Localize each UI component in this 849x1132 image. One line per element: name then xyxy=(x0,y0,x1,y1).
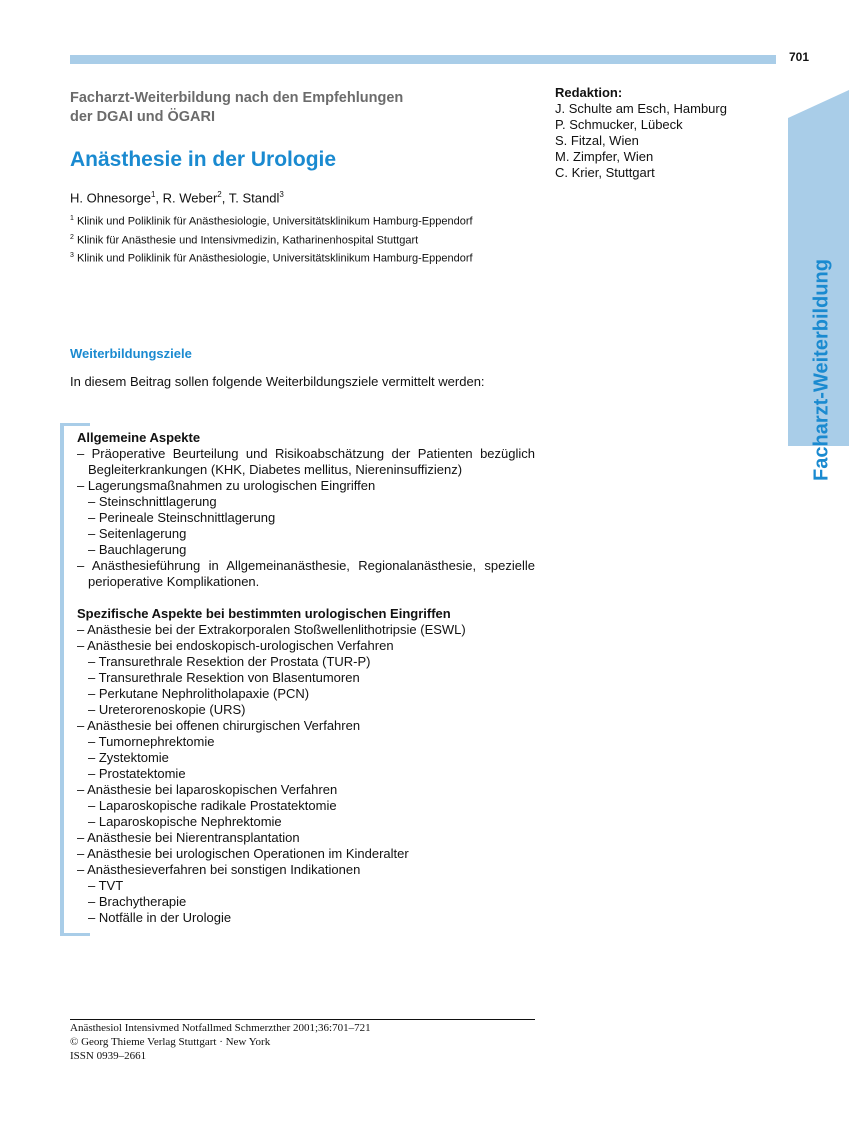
series-heading xyxy=(70,89,403,127)
copyright-line: © Georg Thieme Verlag Stuttgart · New York xyxy=(70,1036,271,1048)
objective-subitem: – Laparoskopische radikale Prostatektomie xyxy=(88,798,337,813)
author-separator: , xyxy=(221,190,229,206)
footer-rule xyxy=(70,1019,535,1020)
objective-subitem: – Tumornephrektomie xyxy=(88,734,215,749)
affiliation-mark: 1 xyxy=(70,215,74,222)
section-heading: Weiterbildungsziele xyxy=(70,346,192,361)
objectives-box-rule-top xyxy=(60,423,90,426)
objectives-subheading: Spezifische Aspekte bei bestimmten urologischen Eingriffen xyxy=(77,606,451,621)
citation-footer xyxy=(70,1021,371,1063)
objective-item: – Anästhesieführung in Allgemeinanästhesie, Regionalanästhesie, spezielle perioperative Komplikationen. xyxy=(77,558,535,589)
objective-subitem: – Transurethrale Resektion von Blasentumoren xyxy=(88,670,360,685)
objective-item: – Präoperative Beurteilung und Risikoabschätzung der Patienten bezüglich Begleiterkrankungen (KHK, Diabetes mellitus, Niereninsuffizienz) xyxy=(77,446,535,477)
objective-item: – Anästhesie bei offenen chirurgischen Verfahren xyxy=(77,718,361,733)
objective-subitem: – Laparoskopische Nephrektomie xyxy=(88,814,282,829)
editorial-board xyxy=(555,85,727,181)
objective-subitem: – Perkutane Nephrolitholapaxie (PCN) xyxy=(88,686,310,701)
editor-name: P. Schmucker, Lübeck xyxy=(555,117,683,132)
affiliation-item xyxy=(70,230,473,249)
objectives-spacer xyxy=(77,590,535,606)
author-separator: , xyxy=(155,190,163,206)
author-affil-mark: 1 xyxy=(150,190,156,199)
objective-subitem: – Brachytherapie xyxy=(88,894,187,909)
objectives-subheading: Allgemeine Aspekte xyxy=(77,430,201,445)
issn-line: ISSN 0939–2661 xyxy=(70,1050,147,1062)
series-line-1: Facharzt-Weiterbildung nach den Empfehlungen xyxy=(70,90,404,106)
objective-item: – Anästhesie bei endoskopisch-urologischen Verfahren xyxy=(77,638,394,653)
affiliation-text: Klinik und Poliklinik für Anästhesiologie, Universitätsklinikum Hamburg-Eppendorf xyxy=(73,215,473,228)
author-affil-mark: 2 xyxy=(217,190,222,199)
objective-item: – Lagerungsmaßnahmen zu urologischen Eingriffen xyxy=(77,478,376,493)
objective-subitem: – Steinschnittlagerung xyxy=(88,494,217,509)
objective-subitem: – TVT xyxy=(88,878,124,893)
editor-name: M. Zimpfer, Wien xyxy=(555,149,654,164)
objective-subitem: – Transurethrale Resektion der Prostata (TUR-P) xyxy=(88,654,371,669)
article-title: Anästhesie in der Urologie xyxy=(70,148,337,171)
page-number: 701 xyxy=(789,50,810,64)
series-line-2: der DGAI und ÖGARI xyxy=(70,109,215,125)
author-name: R. Weber xyxy=(162,190,218,206)
affiliation-mark: 3 xyxy=(70,252,74,260)
objectives-box-rule xyxy=(60,423,64,936)
objective-subitem: – Prostatektomie xyxy=(88,766,186,781)
header-rule-bar xyxy=(70,55,776,64)
objective-item: – Anästhesie bei urologischen Operationen im Kinderalter xyxy=(77,846,409,861)
objective-item: – Anästhesie bei der Extrakorporalen Stoßwellenlithotripsie (ESWL) xyxy=(77,622,466,637)
objective-subitem: – Ureterorenoskopie (URS) xyxy=(88,702,246,717)
intro-paragraph: In diesem Beitrag sollen folgende Weiterbildungsziele vermittelt werden: xyxy=(70,374,485,389)
author-list xyxy=(70,190,284,205)
editor-name: C. Krier, Stuttgart xyxy=(555,165,655,180)
affiliation-item xyxy=(70,211,473,230)
affiliation-text: Klinik für Anästhesie und Intensivmedizin, Katharinenhospital Stuttgart xyxy=(73,234,419,247)
side-tab-label: Facharzt-Weiterbildung xyxy=(810,259,833,481)
author-name: T. Standl xyxy=(228,190,280,206)
objective-subitem: – Perineale Steinschnittlagerung xyxy=(88,510,276,525)
objective-item: – Anästhesie bei laparoskopischen Verfahren xyxy=(77,782,338,797)
objectives-box xyxy=(77,430,535,926)
citation-line: Anästhesiol Intensivmed Notfallmed Schmerzther 2001;36:701–721 xyxy=(70,1022,371,1034)
objectives-box-rule-bottom xyxy=(60,933,90,936)
editor-name: J. Schulte am Esch, Hamburg xyxy=(555,101,727,116)
editorial-heading: Redaktion: xyxy=(555,85,623,100)
affiliation-list xyxy=(70,211,473,267)
objective-item: – Anästhesie bei Nierentransplantation xyxy=(77,830,300,845)
objective-subitem: – Bauchlagerung xyxy=(88,542,187,557)
affiliation-text: Klinik und Poliklinik für Anästhesiologie, Universitätsklinikum Hamburg-Eppendorf xyxy=(73,252,473,265)
objective-subitem: – Zystektomie xyxy=(88,750,169,765)
editor-name: S. Fitzal, Wien xyxy=(555,133,639,148)
objective-subitem: – Seitenlagerung xyxy=(88,526,187,541)
affiliation-mark: 2 xyxy=(70,233,74,241)
author-affil-mark: 3 xyxy=(279,190,284,199)
objective-item: – Anästhesieverfahren bei sonstigen Indikationen xyxy=(77,862,361,877)
author-name: H. Ohnesorge xyxy=(70,190,151,206)
affiliation-item xyxy=(70,248,473,267)
objective-subitem: – Notfälle in der Urologie xyxy=(88,910,232,925)
